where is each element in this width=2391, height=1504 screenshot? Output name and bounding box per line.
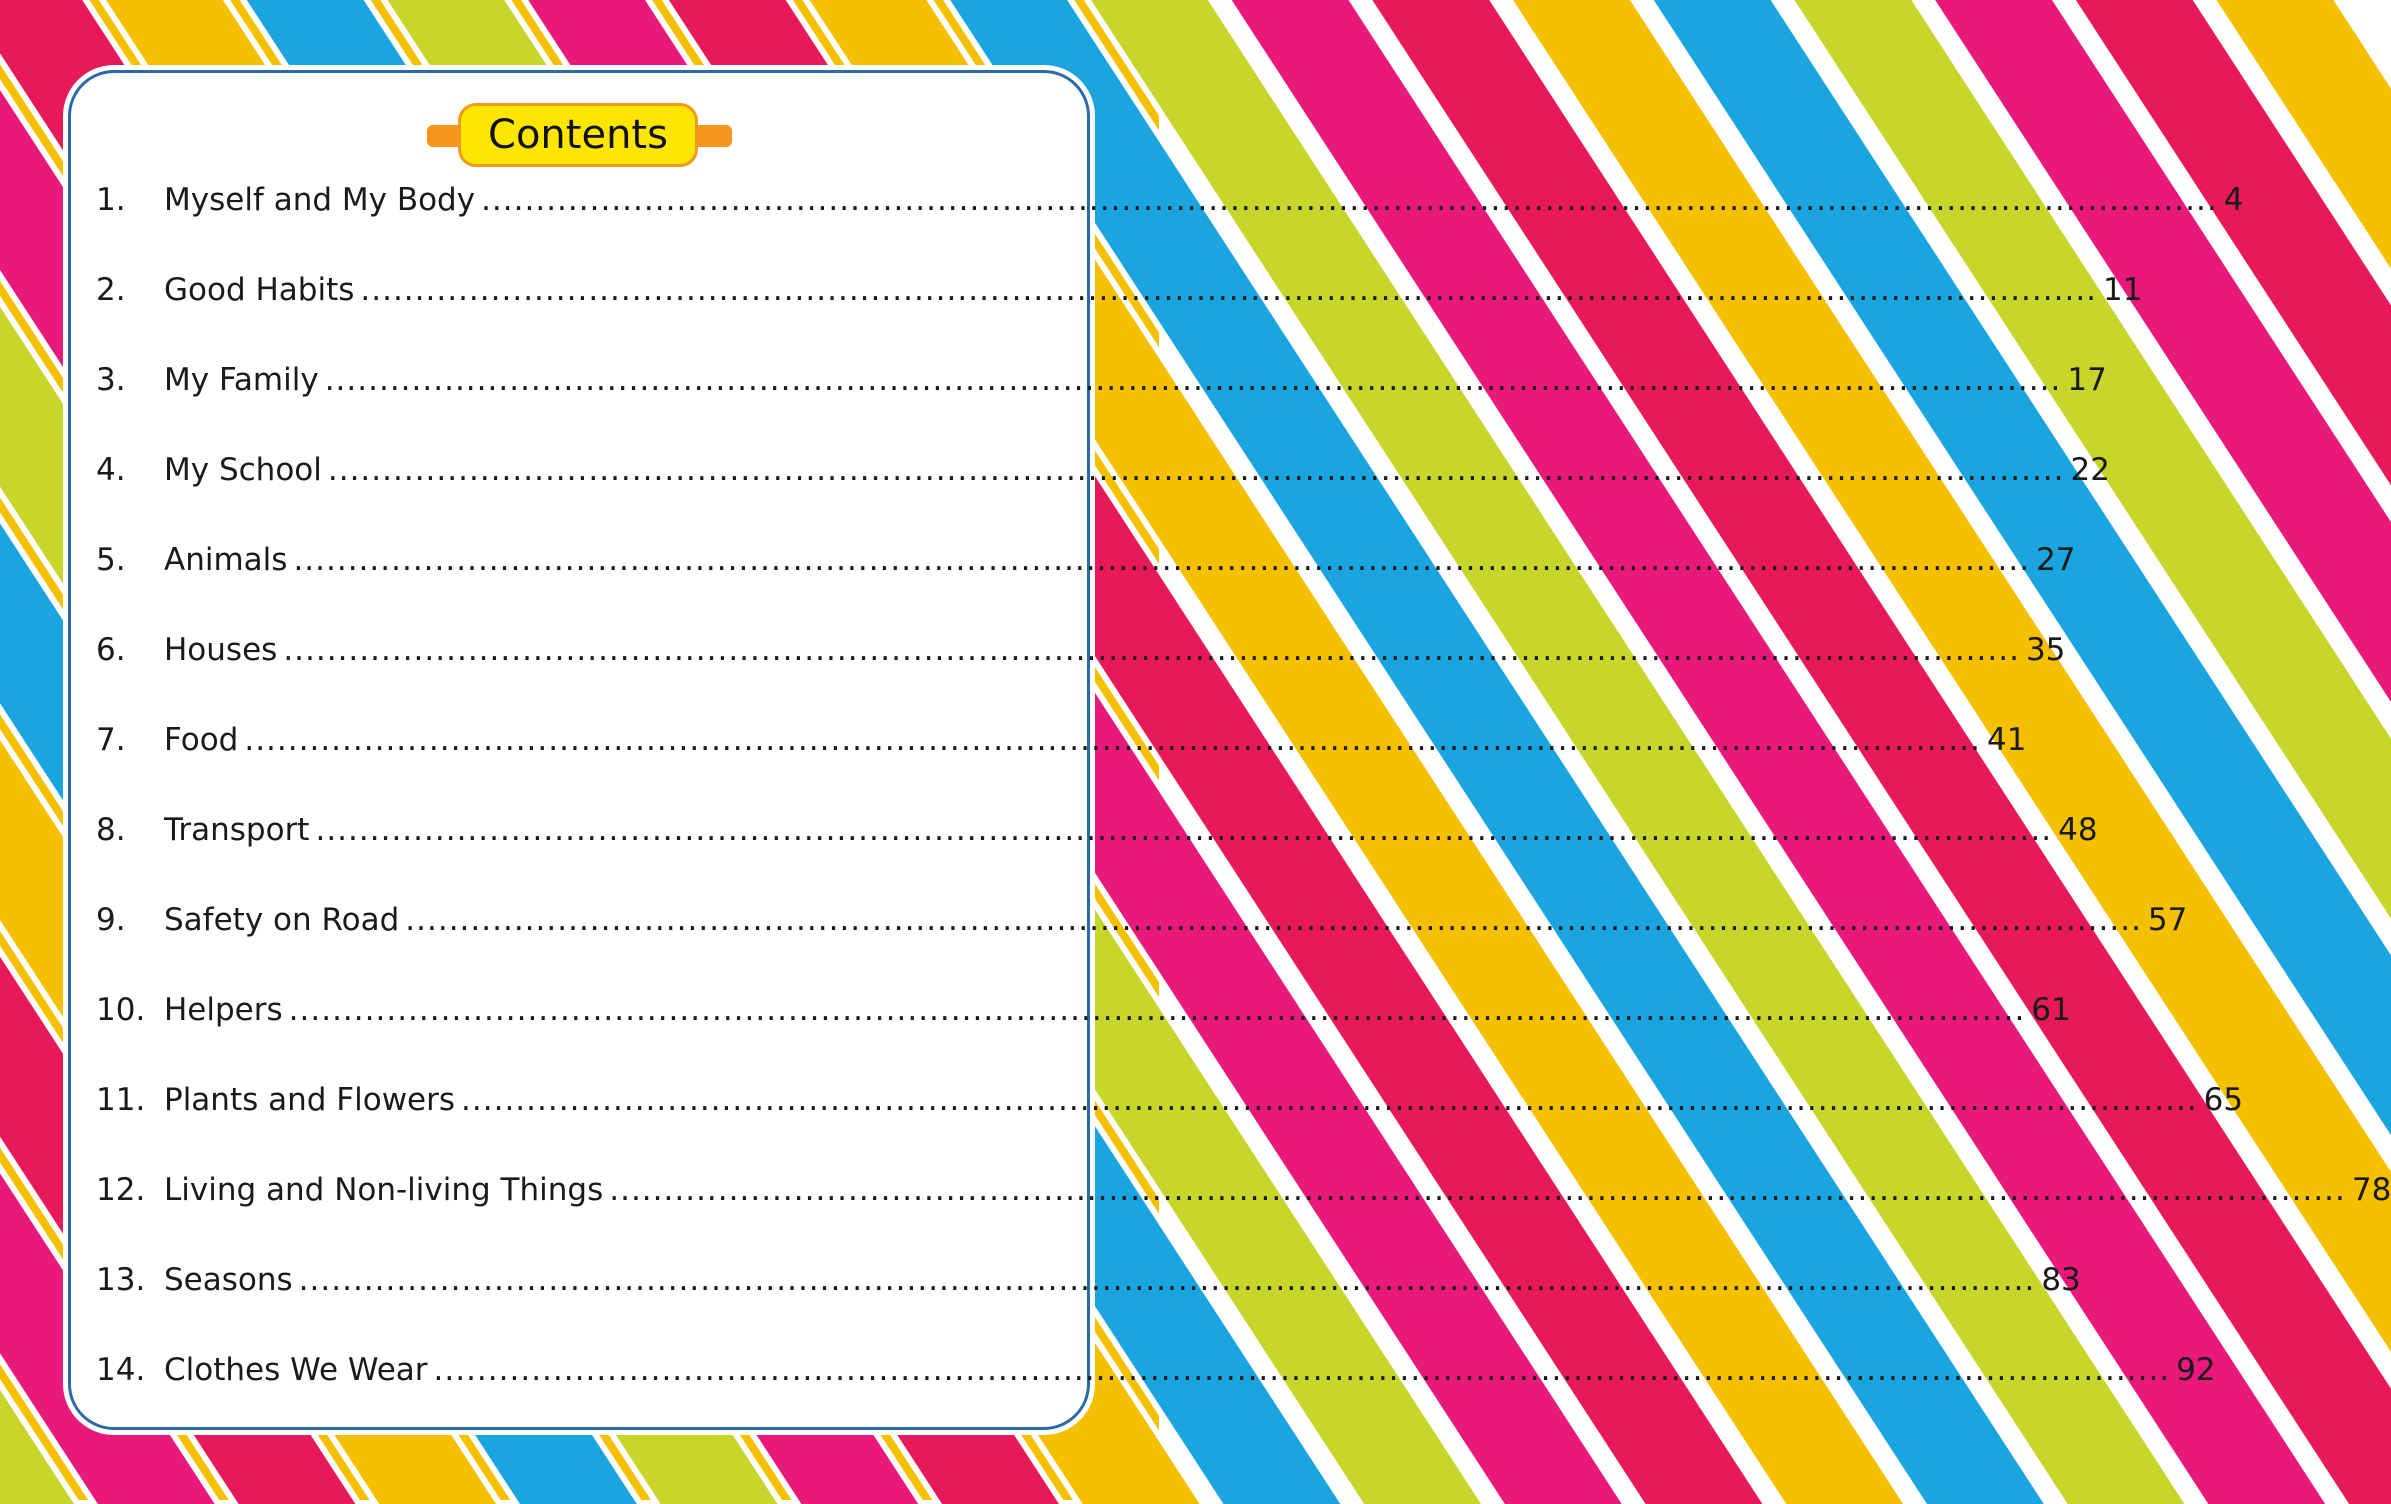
toc-entry-title: Transport (164, 812, 310, 848)
toc-entry-number: 11. (96, 1082, 146, 1118)
toc-entry-title: Safety on Road (164, 902, 400, 938)
toc-entry-page: 65 (2203, 1082, 2244, 1118)
toc-entry-title: Good Habits (164, 272, 355, 308)
toc-entry[interactable] (96, 902, 2188, 946)
toc-entry-title: Living and Non-living Things (164, 1172, 604, 1208)
toc-entry-number: 1. (96, 182, 126, 218)
toc-entry-page: 22 (2070, 452, 2110, 488)
toc-entry-page: 4 (2223, 182, 2244, 218)
toc-entry-page: 78 (2351, 1172, 2391, 1208)
toc-dot-leader: ................................................................................................................................................................ (315, 812, 2053, 848)
toc-entry-title: Houses (164, 632, 278, 668)
toc-entry-title: Animals (164, 542, 288, 578)
toc-dot-leader: ................................................................................................................................................................ (327, 452, 2065, 488)
toc-dot-leader: ................................................................................................................................................................ (609, 1172, 2346, 1208)
toc-entry[interactable] (96, 182, 2244, 226)
toc-entry-number: 10. (96, 992, 146, 1028)
toc-entry-number: 13. (96, 1262, 146, 1298)
toc-entry-page: 17 (2067, 362, 2107, 398)
toc-dot-leader: ................................................................................................................................................................ (288, 992, 2026, 1028)
toc-entry[interactable] (96, 992, 2071, 1036)
toc-entry-number: 2. (96, 272, 126, 308)
toc-entry[interactable] (96, 722, 2027, 766)
toc-dot-leader: ................................................................................................................................................................ (244, 722, 1981, 758)
toc-entry[interactable] (96, 632, 2066, 676)
toc-entry-title: My Family (164, 362, 319, 398)
toc-entry-title: Food (164, 722, 239, 758)
toc-entry[interactable] (96, 542, 2076, 586)
toc-entry-number: 12. (96, 1172, 146, 1208)
toc-dot-leader: ................................................................................................................................................................ (481, 182, 2218, 218)
toc-entry[interactable] (96, 272, 2143, 316)
page-title: Contents (458, 103, 698, 167)
toc-entry-page: 41 (1986, 722, 2027, 758)
toc-dot-leader: ................................................................................................................................................................ (293, 542, 2031, 578)
toc-entry-number: 6. (96, 632, 126, 668)
toc-entry[interactable] (96, 362, 2107, 406)
toc-entry[interactable] (96, 452, 2110, 496)
toc-entry-page: 92 (2176, 1352, 2216, 1388)
toc-entry-page: 57 (2147, 902, 2188, 938)
toc-entry-title: Clothes We Wear (164, 1352, 428, 1388)
toc-entry-number: 14. (96, 1352, 146, 1388)
toc-entry[interactable] (96, 1262, 2081, 1306)
toc-entry-page: 61 (2031, 992, 2071, 1028)
toc-entry-title: Helpers (164, 992, 283, 1028)
toc-entry-page: 48 (2058, 812, 2098, 848)
toc-entry-page: 35 (2025, 632, 2066, 668)
toc-entry-page: 27 (2036, 542, 2076, 578)
toc-entry-page: 11 (2103, 272, 2143, 308)
toc-dot-leader: ................................................................................................................................................................ (433, 1352, 2171, 1388)
toc-dot-leader: ................................................................................................................................................................ (360, 272, 2098, 308)
toc-entry-title: My School (164, 452, 322, 488)
toc-entry-number: 3. (96, 362, 126, 398)
toc-dot-leader: ................................................................................................................................................................ (461, 1082, 2198, 1118)
toc-entry-title: Plants and Flowers (164, 1082, 456, 1118)
toc-entry-title: Myself and My Body (164, 182, 476, 218)
toc-entry[interactable] (96, 1082, 2244, 1126)
toc-entry-number: 5. (96, 542, 126, 578)
toc-entry-number: 7. (96, 722, 126, 758)
toc-entry-title: Seasons (164, 1262, 293, 1298)
toc-entry[interactable] (96, 812, 2098, 856)
toc-entry-number: 4. (96, 452, 126, 488)
toc-entry-number: 8. (96, 812, 126, 848)
toc-entry-page: 83 (2041, 1262, 2081, 1298)
toc-entry[interactable] (96, 1352, 2216, 1396)
toc-dot-leader: ................................................................................................................................................................ (283, 632, 2020, 668)
toc-entry-number: 9. (96, 902, 126, 938)
toc-dot-leader: ................................................................................................................................................................ (324, 362, 2062, 398)
toc-dot-leader: ................................................................................................................................................................ (405, 902, 2142, 938)
toc-entry[interactable] (96, 1172, 2391, 1216)
toc-dot-leader: ................................................................................................................................................................ (298, 1262, 2036, 1298)
